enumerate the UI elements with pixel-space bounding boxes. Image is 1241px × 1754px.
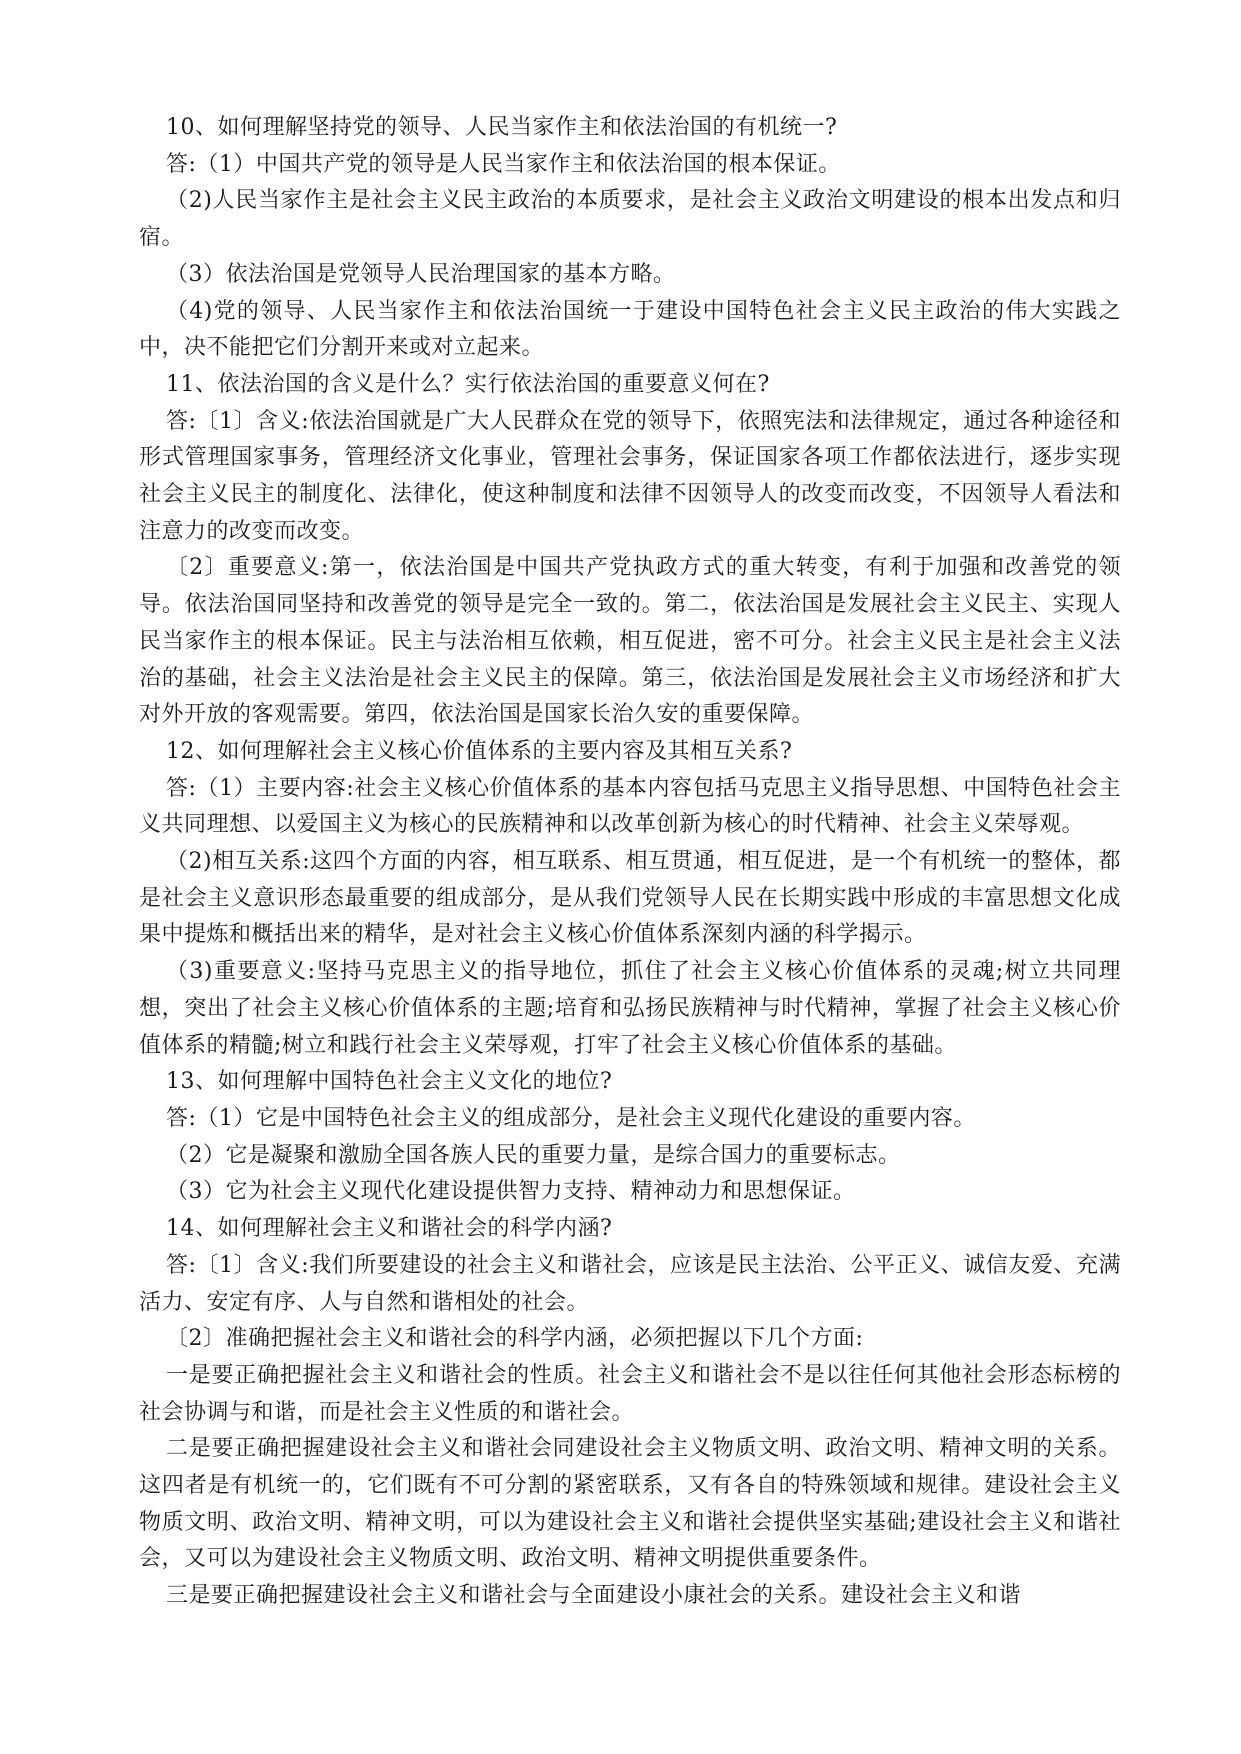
answer-14-2-b: 二是要正确把握建设社会主义和谐社会同建设社会主义物质文明、政治文明、精神文明的关系。这四者是有机统一的，它们既有不可分割的紧密联系，又有各自的特殊领域和规律。建设社会主义物质文明、政治文明、精神文明，可以为建设社会主义和谐社会提供坚实基础;建设社会主义和谐社会，又可以为建设社会主义物质文明、政治文明、精神文明提供重要条件。 [139, 1436, 1121, 1572]
answer-14-2-c: 三是要正确把握建设社会主义和谐社会与全面建设小康社会的关系。建设社会主义和谐 [166, 1583, 1022, 1609]
answer-14-1: 答:〔1〕含义:我们所要建设的社会主义和谐社会，应该是民主法治、公平正义、诚信友爱、充满活力、安定有序、人与自然和谐相处的社会。 [139, 1252, 1121, 1315]
answer-14-2: 〔2〕准确把握社会主义和谐社会的科学内涵，必须把握以下几个方面: [166, 1326, 864, 1352]
answer-10-3: （3）依法治国是党领导人民治理国家的基本方略。 [166, 261, 676, 287]
answer-13-1: 答:（1）它是中国特色社会主义的组成部分，是社会主义现代化建设的重要内容。 [166, 1105, 976, 1131]
answer-10-4: （4)党的领导、人民当家作主和依法治国统一于建设中国特色社会主义民主政治的伟大实践之中，决不能把它们分割开来或对立起来。 [139, 298, 1121, 361]
answer-10-1: 答:（1）中国共产党的领导是人民当家作主和依法治国的根本保证。 [166, 151, 841, 177]
answer-12-2: （2)相互关系:这四个方面的内容，相互联系、相互贯通，相互促进，是一个有机统一的整体，都是社会主义意识形态最重要的组成部分，是从我们党领导人民在长期实践中形成的丰富思想文化成果中提炼和概括出来的精华，是对社会主义核心价值体系深刻内涵的科学揭示。 [139, 849, 1121, 948]
answer-11-2: 〔2〕重要意义:第一，依法治国是中国共产党执政方式的重大转变，有利于加强和改善党的领导。依法治国同坚持和改善党的领导是完全一致的。第二，依法治国是发展社会主义民主、实现人民当家作主的根本保证。民主与法治相互依赖，相互促进，密不可分。社会主义民主是社会主义法治的基础，社会主义法治是社会主义民主的保障。第三，依法治国是发展社会主义市场经济和扩大对外开放的客观需要。第四，依法治国是国家长治久安的重要保障。 [139, 555, 1121, 728]
question-11: 11、依法治国的含义是什么？实行依法治国的重要意义何在? [166, 371, 770, 397]
document-body [139, 110, 1121, 1615]
answer-14-2-a: 一是要正确把握社会主义和谐社会的性质。社会主义和谐社会不是以往任何其他社会形态标榜的社会协调与和谐，而是社会主义性质的和谐社会。 [139, 1362, 1121, 1425]
question-13: 13、如何理解中国特色社会主义文化的地位? [166, 1069, 613, 1095]
question-10: 10、如何理解坚持党的领导、人民当家作主和依法治国的有机统一? [166, 115, 838, 140]
question-14: 14、如何理解社会主义和谐社会的科学内涵? [166, 1216, 613, 1242]
answer-13-3: （3）它为社会主义现代化建设提供智力支持、精神动力和思想保证。 [166, 1179, 856, 1205]
answer-11-1: 答:〔1〕含义:依法治国就是广大人民群众在党的领导下，依照宪法和法律规定，通过各种途径和形式管理国家事务，管理经济文化事业，管理社会事务，保证国家各项工作都依法进行，逐步实现社会主义民主的制度化、法律化，使这种制度和法律不因领导人的改变而改变，不因领导人看法和注意力的改变而改变。 [139, 408, 1121, 544]
answer-12-1: 答:（1）主要内容:社会主义核心价值体系的基本内容包括马克思主义指导思想、中国特色社会主义共同理想、以爱国主义为核心的民族精神和以改革创新为核心的时代精神、社会主义荣辱观。 [139, 775, 1121, 838]
answer-10-2: （2)人民当家作主是社会主义民主政治的本质要求，是社会主义政治文明建设的根本出发点和归宿。 [139, 188, 1121, 251]
answer-13-2: （2）它是凝聚和激励全国各族人民的重要力量，是综合国力的重要标志。 [166, 1142, 901, 1168]
question-12: 12、如何理解社会主义核心价值体系的主要内容及其相互关系? [166, 738, 793, 764]
answer-12-3: （3)重要意义:坚持马克思主义的指导地位，抓住了社会主义核心价值体系的灵魂;树立共同理想，突出了社会主义核心价值体系的主题;培育和弘扬民族精神与时代精神，掌握了社会主义核心价值体系的精髓;树立和践行社会主义荣辱观，打牢了社会主义核心价值体系的基础。 [139, 959, 1121, 1058]
